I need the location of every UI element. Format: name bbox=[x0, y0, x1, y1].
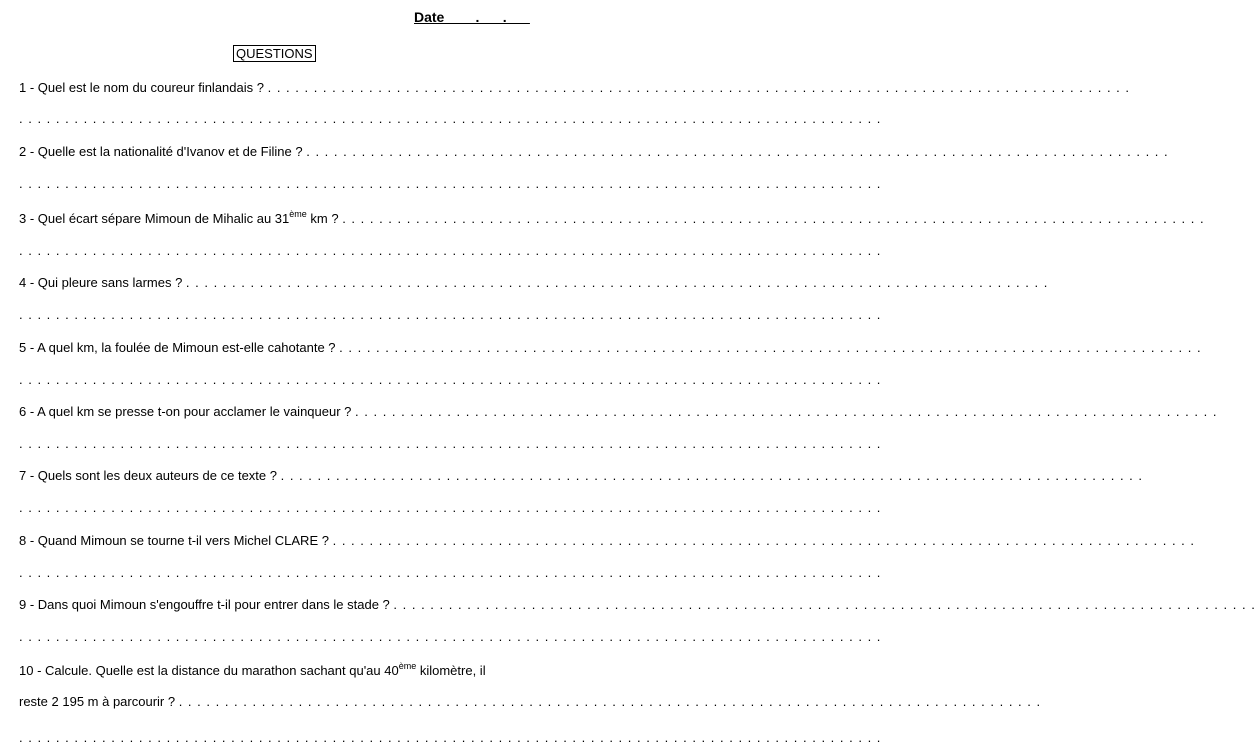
question-3-text: 3 - Quel écart sépare Mimoun de Mihalic au 31 bbox=[19, 211, 290, 226]
question-9-dots: . . . . . . . . . . . . . . . . . . . . . . . . . . . . . . . . . . . . . . . . . . . . . . . . . . . . . . . . . . . . . . . . . . . . . . . . . . . . . . . . . . . . . . . . . . . . . . bbox=[393, 597, 1256, 612]
question-5 bbox=[19, 338, 1202, 358]
question-9 bbox=[19, 595, 1256, 615]
question-4-dots: . . . . . . . . . . . . . . . . . . . . . . . . . . . . . . . . . . . . . . . . . . . . . . . . . . . . . . . . . . . . . . . . . . . . . . . . . . . . . . . . . . . . . . . . . . . . . . bbox=[185, 275, 1049, 290]
question-10-text: 10 - Calcule. Quelle est la distance du marathon sachant qu'au 40 bbox=[19, 663, 399, 678]
question-6 bbox=[19, 402, 1218, 422]
question-10-text-after: kilomètre, il bbox=[416, 663, 486, 678]
question-6-dots: . . . . . . . . . . . . . . . . . . . . . . . . . . . . . . . . . . . . . . . . . . . . . . . . . . . . . . . . . . . . . . . . . . . . . . . . . . . . . . . . . . . . . . . . . . . . . . bbox=[355, 404, 1218, 419]
answer-line-6[interactable]: . . . . . . . . . . . . . . . . . . . . . . . . . . . . . . . . . . . . . . . . . . . . . . . . . . . . . . . . . . . . . . . . . . . . . . . . . . . . . . . . . . . . . . . . . . . . . . bbox=[19, 436, 882, 451]
date-label: Date . . bbox=[414, 9, 530, 25]
answer-line-2[interactable]: . . . . . . . . . . . . . . . . . . . . . . . . . . . . . . . . . . . . . . . . . . . . . . . . . . . . . . . . . . . . . . . . . . . . . . . . . . . . . . . . . . . . . . . . . . . . . . bbox=[19, 176, 882, 191]
answer-line-1[interactable]: . . . . . . . . . . . . . . . . . . . . . . . . . . . . . . . . . . . . . . . . . . . . . . . . . . . . . . . . . . . . . . . . . . . . . . . . . . . . . . . . . . . . . . . . . . . . . . bbox=[19, 111, 882, 126]
question-8 bbox=[19, 531, 1196, 551]
question-10-line-2 bbox=[19, 692, 1042, 712]
question-2-dots: . . . . . . . . . . . . . . . . . . . . . . . . . . . . . . . . . . . . . . . . . . . . . . . . . . . . . . . . . . . . . . . . . . . . . . . . . . . . . . . . . . . . . . . . . . . . . . bbox=[306, 144, 1169, 159]
question-7-text: 7 - Quels sont les deux auteurs de ce texte ? bbox=[19, 468, 277, 483]
answer-line-3[interactable]: . . . . . . . . . . . . . . . . . . . . . . . . . . . . . . . . . . . . . . . . . . . . . . . . . . . . . . . . . . . . . . . . . . . . . . . . . . . . . . . . . . . . . . . . . . . . . . bbox=[19, 243, 882, 258]
question-8-dots: . . . . . . . . . . . . . . . . . . . . . . . . . . . . . . . . . . . . . . . . . . . . . . . . . . . . . . . . . . . . . . . . . . . . . . . . . . . . . . . . . . . . . . . . . . . . . . bbox=[332, 533, 1196, 548]
question-1-text: 1 - Quel est le nom du coureur finlandais ? bbox=[19, 80, 264, 95]
question-5-text: 5 - A quel km, la foulée de Mimoun est-elle cahotante ? bbox=[19, 340, 336, 355]
question-4 bbox=[19, 273, 1049, 293]
question-10-line-1 bbox=[19, 661, 539, 681]
question-3-dots: . . . . . . . . . . . . . . . . . . . . . . . . . . . . . . . . . . . . . . . . . . . . . . . . . . . . . . . . . . . . . . . . . . . . . . . . . . . . . . . . . . . . . . . . . . . . . . bbox=[342, 211, 1205, 226]
question-1-dots: . . . . . . . . . . . . . . . . . . . . . . . . . . . . . . . . . . . . . . . . . . . . . . . . . . . . . . . . . . . . . . . . . . . . . . . . . . . . . . . . . . . . . . . . . . . . . . bbox=[267, 80, 1131, 95]
answer-line-9[interactable]: . . . . . . . . . . . . . . . . . . . . . . . . . . . . . . . . . . . . . . . . . . . . . . . . . . . . . . . . . . . . . . . . . . . . . . . . . . . . . . . . . . . . . . . . . . . . . . bbox=[19, 629, 882, 644]
question-2 bbox=[19, 142, 1169, 162]
answer-line-8[interactable]: . . . . . . . . . . . . . . . . . . . . . . . . . . . . . . . . . . . . . . . . . . . . . . . . . . . . . . . . . . . . . . . . . . . . . . . . . . . . . . . . . . . . . . . . . . . . . . bbox=[19, 565, 882, 580]
question-3-sup: ème bbox=[289, 209, 307, 219]
question-2-text: 2 - Quelle est la nationalité d'Ivanov et de Filine ? bbox=[19, 144, 303, 159]
question-3 bbox=[19, 209, 1205, 229]
question-7 bbox=[19, 466, 1144, 486]
question-1 bbox=[19, 78, 1131, 98]
answer-line-5[interactable]: . . . . . . . . . . . . . . . . . . . . . . . . . . . . . . . . . . . . . . . . . . . . . . . . . . . . . . . . . . . . . . . . . . . . . . . . . . . . . . . . . . . . . . . . . . . . . . bbox=[19, 372, 882, 387]
question-7-dots: . . . . . . . . . . . . . . . . . . . . . . . . . . . . . . . . . . . . . . . . . . . . . . . . . . . . . . . . . . . . . . . . . . . . . . . . . . . . . . . . . . . . . . . . . . . . . . bbox=[280, 468, 1144, 483]
question-9-text: 9 - Dans quoi Mimoun s'engouffre t-il pour entrer dans le stade ? bbox=[19, 597, 390, 612]
question-3-text-after: km ? bbox=[306, 211, 339, 226]
page-title: QUESTIONS bbox=[233, 45, 316, 62]
question-5-dots: . . . . . . . . . . . . . . . . . . . . . . . . . . . . . . . . . . . . . . . . . . . . . . . . . . . . . . . . . . . . . . . . . . . . . . . . . . . . . . . . . . . . . . . . . . . . . . bbox=[339, 340, 1202, 355]
answer-line-10[interactable]: . . . . . . . . . . . . . . . . . . . . . . . . . . . . . . . . . . . . . . . . . . . . . . . . . . . . . . . . . . . . . . . . . . . . . . . . . . . . . . . . . . . . . . . . . . . . . . bbox=[19, 730, 882, 745]
question-4-text: 4 - Qui pleure sans larmes ? bbox=[19, 275, 183, 290]
question-8-text: 8 - Quand Mimoun se tourne t-il vers Michel CLARE ? bbox=[19, 533, 329, 548]
answer-line-4[interactable]: . . . . . . . . . . . . . . . . . . . . . . . . . . . . . . . . . . . . . . . . . . . . . . . . . . . . . . . . . . . . . . . . . . . . . . . . . . . . . . . . . . . . . . . . . . . . . . bbox=[19, 307, 882, 322]
answer-line-7[interactable]: . . . . . . . . . . . . . . . . . . . . . . . . . . . . . . . . . . . . . . . . . . . . . . . . . . . . . . . . . . . . . . . . . . . . . . . . . . . . . . . . . . . . . . . . . . . . . . bbox=[19, 500, 882, 515]
question-6-text: 6 - A quel km se presse t-on pour acclamer le vainqueur ? bbox=[19, 404, 352, 419]
question-10-sup: ème bbox=[398, 661, 417, 671]
question-10-dots: . . . . . . . . . . . . . . . . . . . . . . . . . . . . . . . . . . . . . . . . . . . . . . . . . . . . . . . . . . . . . . . . . . . . . . . . . . . . . . . . . . . . . . . . . . . . . . bbox=[178, 694, 1042, 709]
question-10-text-2: reste 2 195 m à parcourir ? bbox=[19, 694, 176, 709]
